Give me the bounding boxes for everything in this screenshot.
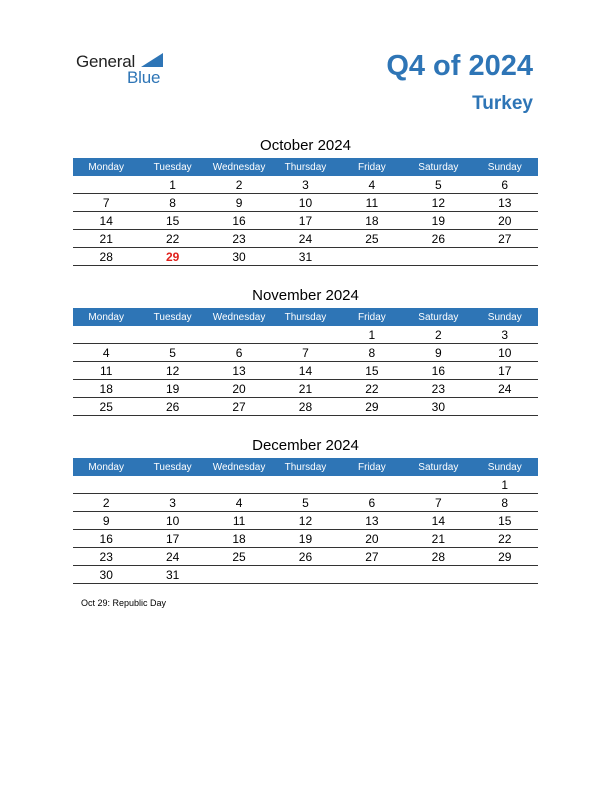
logo-word-general: General (76, 52, 136, 71)
month-title: October 2024 (260, 137, 351, 154)
day-cell: 14 (272, 362, 338, 380)
day-cell (272, 476, 338, 494)
logo-triangle-icon (141, 53, 163, 67)
day-cell: 28 (73, 248, 139, 266)
day-cell: 15 (472, 512, 538, 530)
week-row (73, 512, 538, 530)
day-cell: 12 (405, 194, 471, 212)
day-cell (139, 326, 205, 344)
weekday-header: Friday (339, 158, 405, 176)
weekday-header-row (73, 308, 538, 326)
day-cell: 26 (139, 398, 205, 416)
weekday-header: Saturday (405, 458, 471, 476)
day-cell: 2 (206, 176, 272, 194)
day-cell: 7 (405, 494, 471, 512)
week-row (73, 194, 538, 212)
day-cell: 3 (272, 176, 338, 194)
day-cell: 5 (139, 344, 205, 362)
week-row (73, 176, 538, 194)
day-cell (339, 248, 405, 266)
day-cell: 27 (472, 230, 538, 248)
day-cell: 21 (405, 530, 471, 548)
day-cell (272, 326, 338, 344)
day-cell: 29 (472, 548, 538, 566)
month-december (73, 436, 538, 584)
day-cell: 28 (405, 548, 471, 566)
weekday-header: Monday (73, 458, 139, 476)
day-cell: 20 (472, 212, 538, 230)
day-cell (73, 476, 139, 494)
holiday-note: Oct 29: Republic Day (81, 598, 167, 608)
day-cell: 26 (272, 548, 338, 566)
weekday-header: Friday (339, 458, 405, 476)
day-cell: 21 (73, 230, 139, 248)
day-cell: 23 (73, 548, 139, 566)
day-cell: 31 (272, 248, 338, 266)
day-cell: 31 (139, 566, 205, 584)
day-cell (405, 248, 471, 266)
day-cell (405, 566, 471, 584)
week-row (73, 476, 538, 494)
day-cell: 17 (472, 362, 538, 380)
day-cell (206, 476, 272, 494)
month-title: November 2024 (252, 287, 359, 304)
day-cell: 11 (206, 512, 272, 530)
week-row (73, 230, 538, 248)
day-cell: 17 (272, 212, 338, 230)
day-cell: 3 (472, 326, 538, 344)
weekday-header: Tuesday (139, 308, 205, 326)
day-cell: 19 (272, 530, 338, 548)
day-cell (139, 476, 205, 494)
day-cell: 9 (405, 344, 471, 362)
day-cell: 19 (405, 212, 471, 230)
day-cell (472, 566, 538, 584)
day-cell: 2 (73, 494, 139, 512)
day-cell: 30 (73, 566, 139, 584)
logo-word-blue: Blue (127, 68, 161, 87)
week-row (73, 398, 538, 416)
day-cell: 6 (339, 494, 405, 512)
weekday-header: Thursday (272, 458, 338, 476)
weekday-header: Thursday (272, 308, 338, 326)
weekday-header: Friday (339, 308, 405, 326)
day-cell: 24 (472, 380, 538, 398)
day-cell: 13 (472, 194, 538, 212)
quarter-title: Q4 of 2024 (386, 50, 533, 82)
generalblue-logo (76, 52, 176, 88)
day-cell (73, 176, 139, 194)
week-row (73, 380, 538, 398)
week-row (73, 248, 538, 266)
day-cell: 14 (405, 512, 471, 530)
day-cell: 18 (339, 212, 405, 230)
weekday-header-row (73, 158, 538, 176)
day-cell: 2 (405, 326, 471, 344)
day-cell: 25 (206, 548, 272, 566)
day-cell: 26 (405, 230, 471, 248)
weekday-header: Sunday (472, 158, 538, 176)
weekday-header: Sunday (472, 308, 538, 326)
day-cell: 20 (339, 530, 405, 548)
day-cell: 5 (272, 494, 338, 512)
weekday-header: Saturday (405, 308, 471, 326)
day-cell: 4 (73, 344, 139, 362)
day-cell: 24 (139, 548, 205, 566)
week-row (73, 212, 538, 230)
month-title: December 2024 (252, 437, 359, 454)
holiday-notes (81, 598, 166, 608)
day-cell: 24 (272, 230, 338, 248)
day-cell: 18 (206, 530, 272, 548)
weekday-header: Tuesday (139, 158, 205, 176)
day-cell: 1 (339, 326, 405, 344)
day-cell: 29 (339, 398, 405, 416)
day-cell: 30 (206, 248, 272, 266)
day-cell: 23 (206, 230, 272, 248)
calendar-grid (73, 158, 538, 266)
day-cell: 22 (139, 230, 205, 248)
day-cell: 27 (339, 548, 405, 566)
day-cell: 5 (405, 176, 471, 194)
week-row (73, 494, 538, 512)
day-cell: 28 (272, 398, 338, 416)
day-cell: 1 (139, 176, 205, 194)
day-cell: 6 (206, 344, 272, 362)
day-cell: 10 (472, 344, 538, 362)
day-cell (206, 326, 272, 344)
week-row (73, 530, 538, 548)
month-november (73, 286, 538, 416)
day-cell: 25 (73, 398, 139, 416)
weekday-header: Wednesday (206, 308, 272, 326)
day-cell: 16 (405, 362, 471, 380)
weekday-header: Wednesday (206, 158, 272, 176)
day-cell: 23 (405, 380, 471, 398)
day-cell: 10 (139, 512, 205, 530)
day-cell (339, 476, 405, 494)
day-cell: 1 (472, 476, 538, 494)
day-cell: 11 (339, 194, 405, 212)
weekday-header: Saturday (405, 158, 471, 176)
weekday-header-row (73, 458, 538, 476)
day-cell: 20 (206, 380, 272, 398)
weekday-header: Thursday (272, 158, 338, 176)
day-cell: 16 (206, 212, 272, 230)
weekday-header: Monday (73, 158, 139, 176)
day-cell (472, 248, 538, 266)
day-cell: 8 (339, 344, 405, 362)
week-row (73, 344, 538, 362)
day-cell (206, 566, 272, 584)
holiday-day-cell: 29 (139, 248, 205, 266)
day-cell: 6 (472, 176, 538, 194)
weekday-header: Sunday (472, 458, 538, 476)
week-row (73, 548, 538, 566)
day-cell: 15 (139, 212, 205, 230)
week-row (73, 566, 538, 584)
day-cell: 8 (472, 494, 538, 512)
day-cell: 9 (206, 194, 272, 212)
weekday-header: Wednesday (206, 458, 272, 476)
day-cell: 12 (139, 362, 205, 380)
day-cell: 18 (73, 380, 139, 398)
day-cell: 16 (73, 530, 139, 548)
day-cell: 12 (272, 512, 338, 530)
day-cell: 3 (139, 494, 205, 512)
day-cell: 10 (272, 194, 338, 212)
day-cell: 15 (339, 362, 405, 380)
day-cell: 22 (472, 530, 538, 548)
day-cell: 7 (73, 194, 139, 212)
day-cell: 13 (206, 362, 272, 380)
day-cell: 7 (272, 344, 338, 362)
day-cell: 9 (73, 512, 139, 530)
day-cell (339, 566, 405, 584)
day-cell: 25 (339, 230, 405, 248)
day-cell: 11 (73, 362, 139, 380)
day-cell (272, 566, 338, 584)
weekday-header: Monday (73, 308, 139, 326)
month-october (73, 136, 538, 266)
day-cell: 17 (139, 530, 205, 548)
day-cell: 13 (339, 512, 405, 530)
week-row (73, 326, 538, 344)
day-cell: 22 (339, 380, 405, 398)
day-cell: 19 (139, 380, 205, 398)
calendar-grid (73, 458, 538, 584)
day-cell: 21 (272, 380, 338, 398)
week-row (73, 362, 538, 380)
day-cell (472, 398, 538, 416)
day-cell: 30 (405, 398, 471, 416)
day-cell: 4 (206, 494, 272, 512)
day-cell: 27 (206, 398, 272, 416)
day-cell (73, 326, 139, 344)
weekday-header: Tuesday (139, 458, 205, 476)
day-cell: 4 (339, 176, 405, 194)
day-cell: 14 (73, 212, 139, 230)
day-cell (405, 476, 471, 494)
day-cell: 8 (139, 194, 205, 212)
country-name: Turkey (472, 93, 533, 114)
calendar-grid (73, 308, 538, 416)
